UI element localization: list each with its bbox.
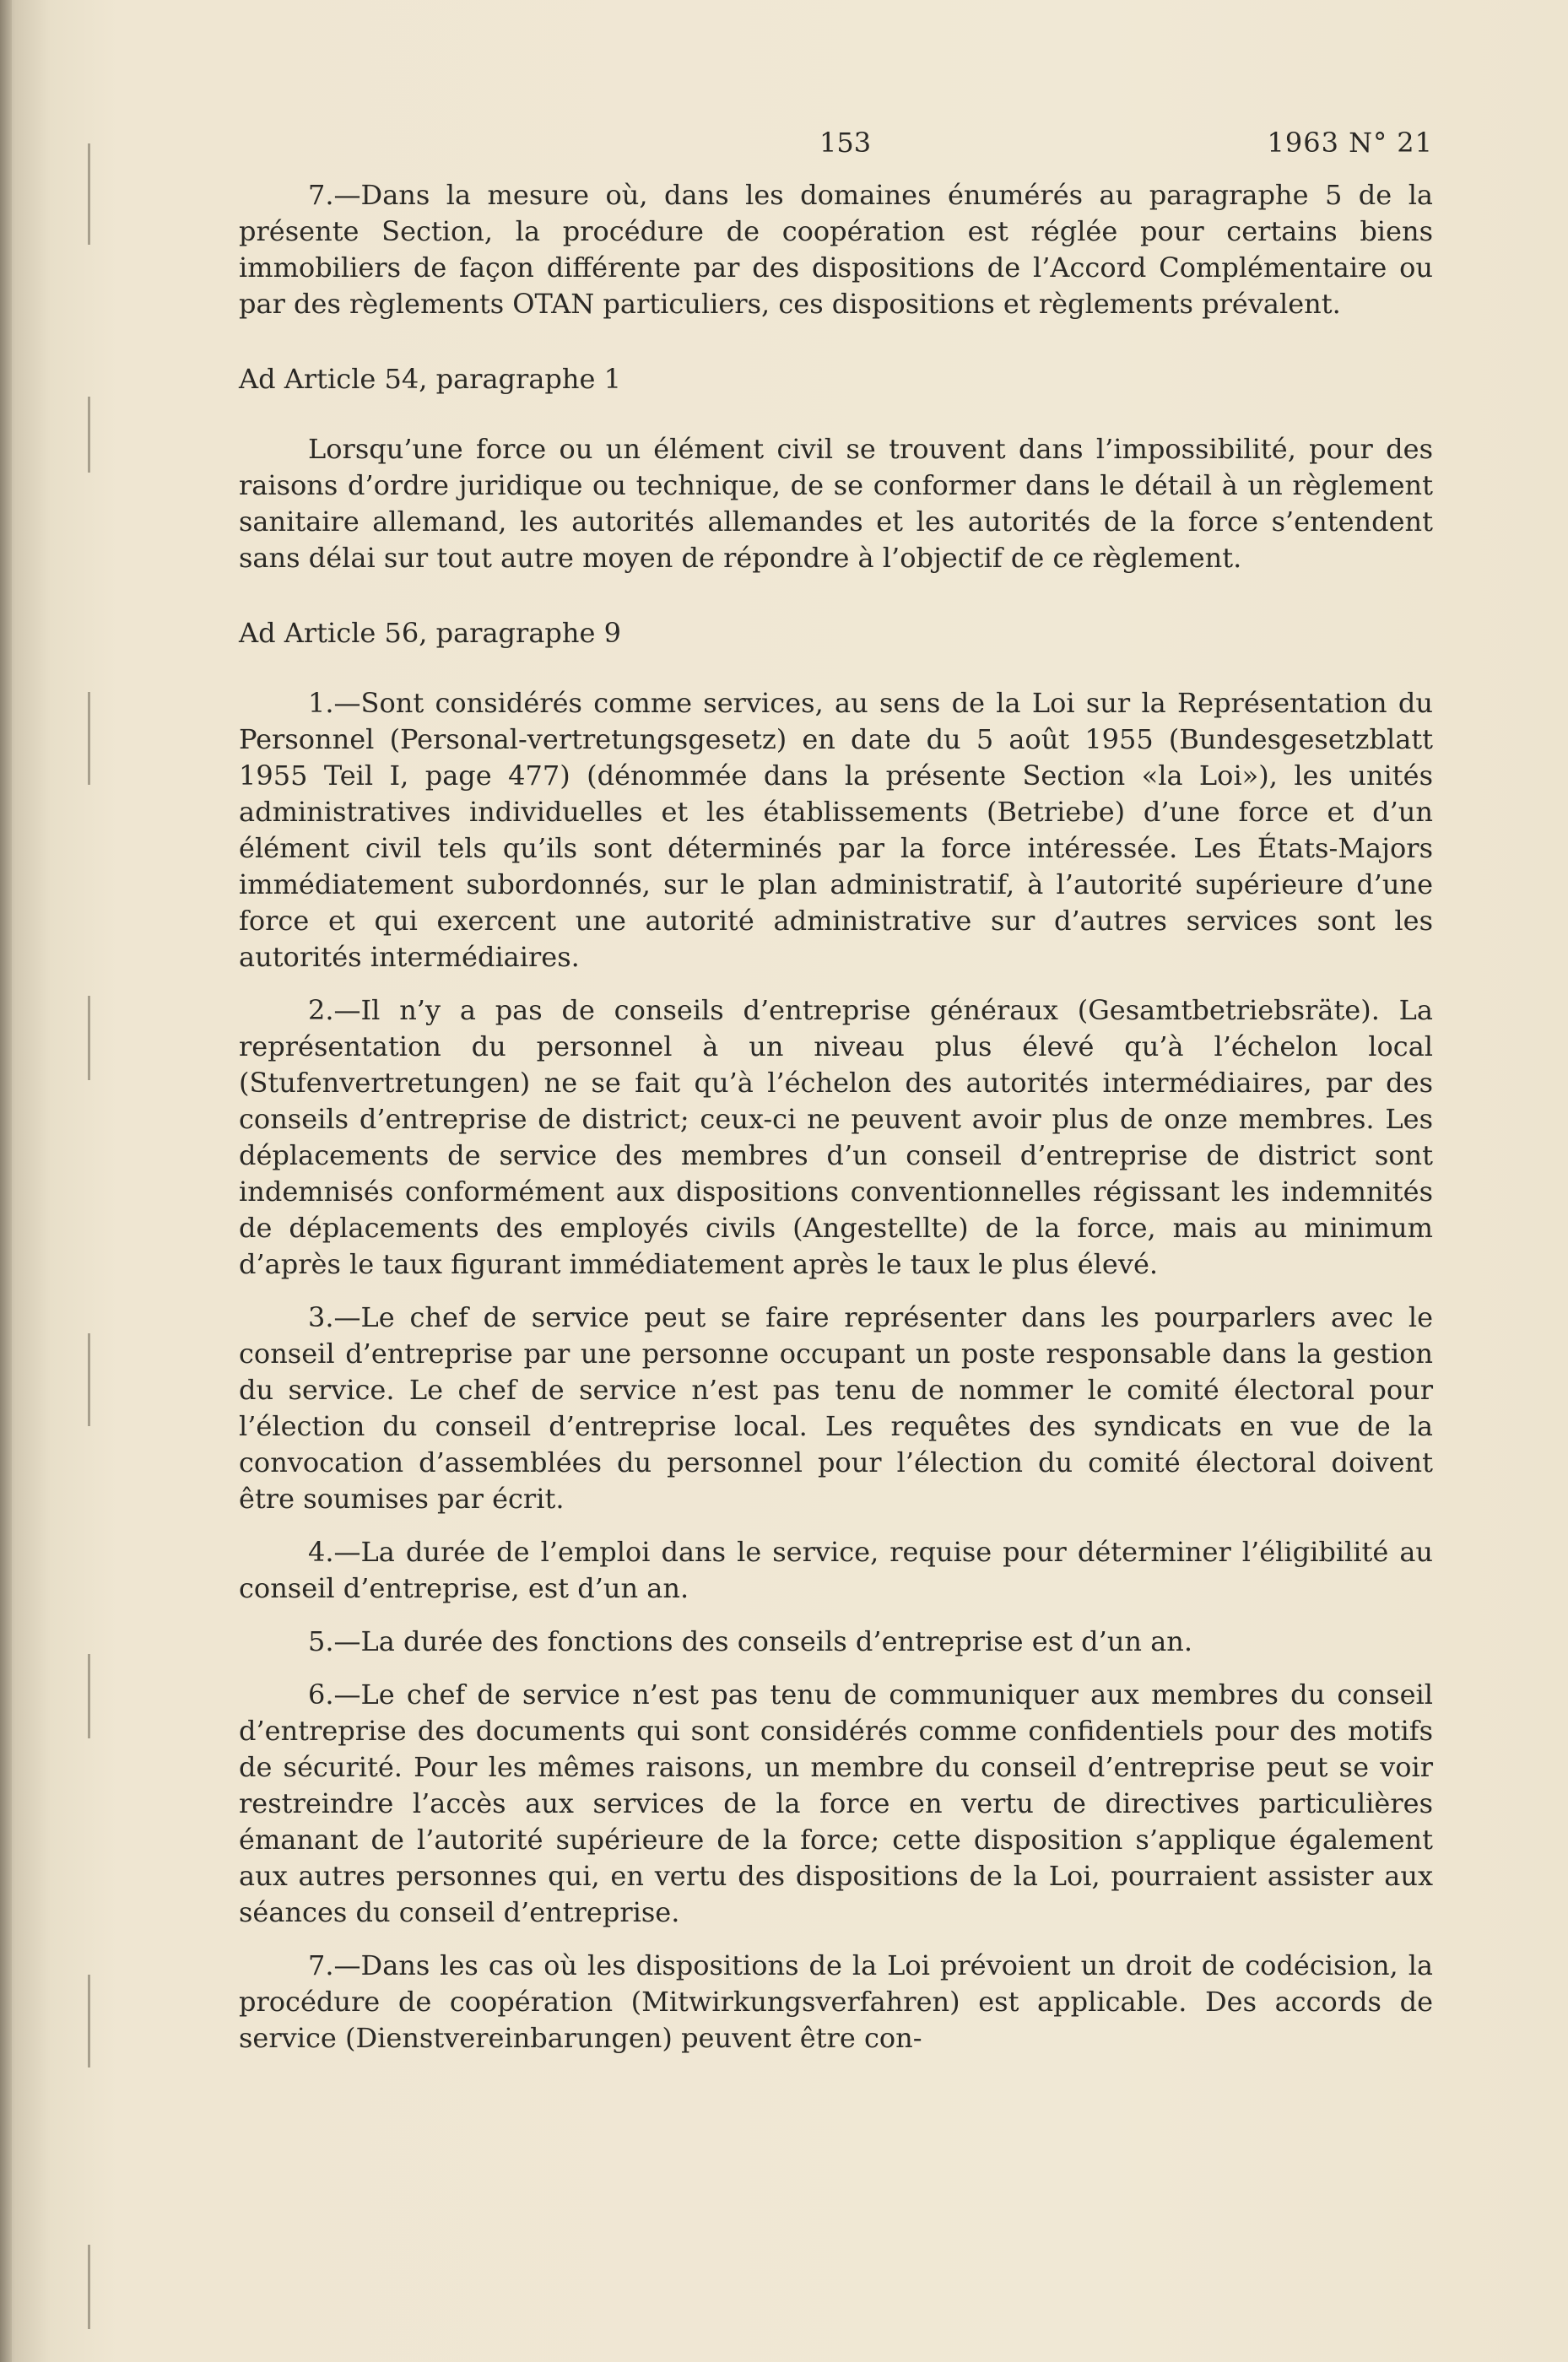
binding-stitch: [88, 692, 90, 785]
paragraph-56-3: 3.—Le chef de service peut se faire représenter dans les pourparlers avec le conseil d’entreprise par une personne occupant un poste responsable dans la gestion du service. Le chef de service n’est pas tenu de nommer le comité électoral pour l’élection du conseil d’entreprise local. Les requêtes des syndicats en vue de la convocation d’assemblées du personnel pour l’élection du comité électoral doivent être soumises par écrit.: [239, 1301, 1433, 1515]
paragraph-56-1: 1.—Sont considérés comme services, au sens de la Loi sur la Représentation du Personnel (Personal-vertretungsgesetz) en date du 5 août 1955 (Bundesgesetzblatt 1955 Teil I, page 477) (dénommée dans la présente Section «la Loi»), les unités administratives individuelles et les établissements (Betriebe) d’une force et d’un élément civil tels qu’ils sont déterminés par la force intéressée. Les États-Majors immédiatement subordonnés, sur le plan administratif, à l’autorité supérieure d’une force et qui exercent une autorité administrative sur d’autres services sont les autorités intermédiaires.: [239, 687, 1433, 973]
binding-stitch: [88, 397, 90, 473]
paragraph-56-4: 4.—La durée de l’emploi dans le service, requise pour déterminer l’éligibilité au conseil d’entreprise, est d’un an.: [239, 1536, 1433, 1604]
binding-stitch: [88, 1333, 90, 1426]
page-number: 153: [819, 127, 872, 159]
paragraph-56-7: 7.—Dans les cas où les dispositions de la Loi prévoient un droit de codécision, la procédure de coopération (Mitwirkungsverfahren) est applicable. Des accords de service (Dienstvereinbarungen) peuvent être con-: [239, 1949, 1433, 2054]
page-header: [239, 127, 1433, 177]
paragraph-56-2: 2.—Il n’y a pas de conseils d’entreprise généraux (Gesamtbetriebsräte). La représentation du personnel à un niveau plus élevé qu’à l’échelon local (Stufenvertretungen) ne se fait qu’à l’échelon des autorités intermédiaires, par des conseils d’entreprise de district; ceux-ci ne peuvent avoir plus de onze membres. Les déplacements de service des membres d’un conseil d’entreprise de district sont indemnisés conformément aux dispositions conventionnelles régissant les indemnités de déplacements des employés civils (Angestellte) de la force, mais au minimum d’après le taux figurant immédiatement après le taux le plus élevé.: [239, 994, 1433, 1280]
paragraph-56-6: 6.—Le chef de service n’est pas tenu de communiquer aux membres du conseil d’entreprise des documents qui sont considérés comme confidentiels pour des motifs de sécurité. Pour les mêmes raisons, un membre du conseil d’entreprise peut se voir restreindre l’accès aux services de la force en vertu de directives particulières émanant de l’autorité supérieure de la force; cette disposition s’applique également aux autres personnes qui, en vertu des dispositions de la Loi, pourraient assister aux séances du conseil d’entreprise.: [239, 1678, 1433, 1928]
binding-stitch: [88, 1654, 90, 1738]
section-heading-article-56: Ad Article 56, paragraphe 9: [239, 617, 621, 649]
section-heading-article-54: Ad Article 54, paragraphe 1: [239, 363, 621, 395]
binding-edge: [0, 0, 12, 2362]
issue-number: 1963 N° 21: [1267, 127, 1433, 159]
paragraph-56-5: 5.—La durée des fonctions des conseils d’entreprise est d’un an.: [308, 1625, 1193, 1657]
document-body: [239, 127, 1433, 2057]
paragraph-article-54: Lorsqu’une force ou un élément civil se trouvent dans l’impossibilité, pour des raisons d’ordre juridique ou technique, de se conformer dans le détail à un règlement sanitaire allemand, les autorités allemandes et les autorités de la force s’entendent sans délai sur tout autre moyen de répondre à l’objectif de ce règlement.: [239, 433, 1433, 574]
binding-stitch: [88, 996, 90, 1080]
binding-stitch: [88, 143, 90, 245]
paragraph-7-cooperation: 7.—Dans la mesure où, dans les domaines énumérés au paragraphe 5 de la présente Section, la procédure de coopération est réglée pour certains biens immobiliers de façon différente par des dispositions de l’Accord Complémentaire ou par des règlements OTAN particuliers, ces dispositions et règlements prévalent.: [239, 179, 1433, 320]
binding-stitch: [88, 2245, 90, 2329]
binding-stitch: [88, 1975, 90, 2067]
